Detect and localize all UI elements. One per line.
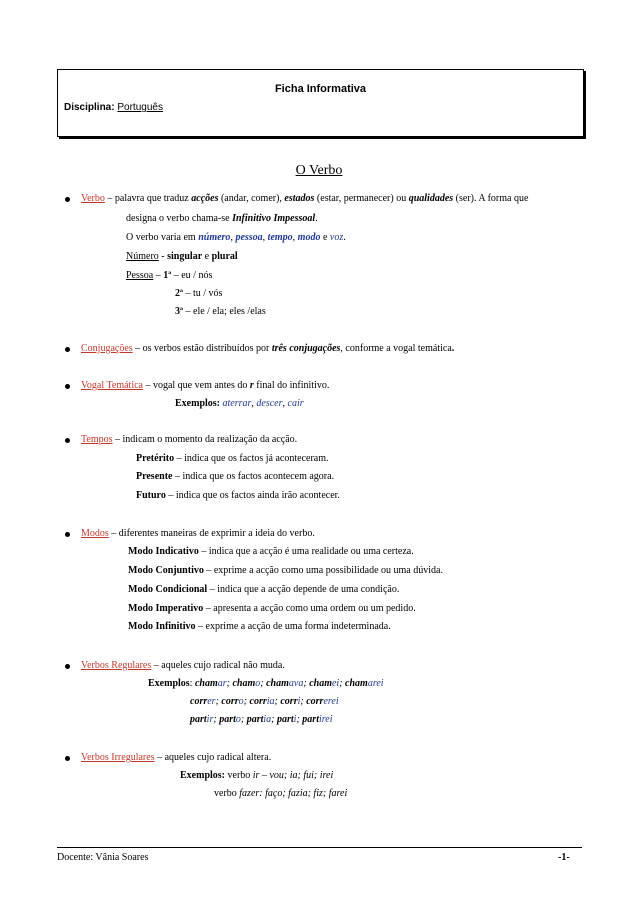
- page-title: [0, 163, 638, 179]
- modos-line: Modos – diferentes maneiras de exprimir a ideia do verbo.: [81, 528, 315, 539]
- header-box: [57, 69, 584, 137]
- verbo-line3: O verbo varia em número, pessoa, tempo, modo e voz.: [126, 232, 346, 243]
- modos-item: Modo Condicional – indica que a acção depende de uma condição.: [128, 584, 400, 595]
- verbo-numero: Número - singular e plural: [126, 251, 238, 262]
- irregulares-ex2: verbo fazer: faço; fazia; fiz; farei: [214, 788, 348, 799]
- discipline-label: Disciplina:: [64, 102, 115, 113]
- vogal-examples: Exemplos: aterrar, descer, cair: [175, 398, 304, 409]
- tempos-item: Futuro – indica que os factos ainda irão acontecer.: [136, 490, 340, 501]
- bullet-icon: [65, 532, 70, 537]
- bullet-icon: [65, 197, 70, 202]
- footer-divider: [57, 847, 582, 848]
- bullet-icon: [65, 438, 70, 443]
- bullet-icon: [65, 384, 70, 389]
- bullet-icon: [65, 347, 70, 352]
- regulares-row1: Exemplos: chamar; chamo; chamava; chamei; chamarei: [148, 678, 384, 689]
- verbo-line2: designa o verbo chama-se Infinitivo Impessoal.: [126, 213, 318, 224]
- verbo-p3: 3ª – ele / ela; eles /elas: [175, 306, 266, 317]
- regulares-row2: correr; corro; corria; corri; correrei: [190, 696, 339, 707]
- footer-author: Docente: Vânia Soares: [57, 852, 149, 863]
- verbo-pessoa: Pessoa – 1ª – eu / nós: [126, 270, 213, 281]
- conjugacoes-line: Conjugações – os verbos estão distribuídos por três conjugações, conforme a vogal temática.: [81, 343, 455, 354]
- discipline-value: Português: [117, 102, 163, 113]
- regulares-row3: partir; parto; partia; parti; partirei: [190, 714, 333, 725]
- modos-item: Modo Indicativo – indica que a acção é uma realidade ou uma certeza.: [128, 546, 414, 557]
- verbo-line1: Verbo – palavra que traduz acções (andar, comer), estados (estar, permanecer) ou qualidades (ser). A forma que: [81, 193, 529, 204]
- bullet-icon: [65, 664, 70, 669]
- footer-page-number: -1-: [558, 852, 570, 863]
- modos-item: Modo Imperativo – apresenta a acção como uma ordem ou um pedido.: [128, 603, 416, 614]
- vogal-line: Vogal Temática – vogal que vem antes do r final do infinitivo.: [81, 380, 330, 391]
- irregulares-ex1: Exemplos: verbo ir – vou; ia; fui; irei: [180, 770, 334, 781]
- verbo-p2: 2ª – tu / vós: [175, 288, 223, 299]
- header-title: Ficha Informativa: [274, 83, 367, 95]
- irregulares-line: Verbos Irregulares – aqueles cujo radical altera.: [81, 752, 272, 763]
- regulares-line: Verbos Regulares – aqueles cujo radical não muda.: [81, 660, 285, 671]
- bullet-icon: [65, 756, 70, 761]
- page-title-text: O Verbo: [295, 163, 343, 178]
- tempos-item: Presente – indica que os factos acontecem agora.: [136, 471, 335, 482]
- modos-item: Modo Infinitivo – exprime a acção de uma forma indeterminada.: [128, 621, 391, 632]
- discipline: [64, 102, 163, 113]
- tempos-line: Tempos – indicam o momento da realização da acção.: [81, 434, 298, 445]
- modos-item: Modo Conjuntivo – exprime a acção como uma possibilidade ou uma dúvida.: [128, 565, 443, 576]
- tempos-item: Pretérito – indica que os factos já aconteceram.: [136, 453, 329, 464]
